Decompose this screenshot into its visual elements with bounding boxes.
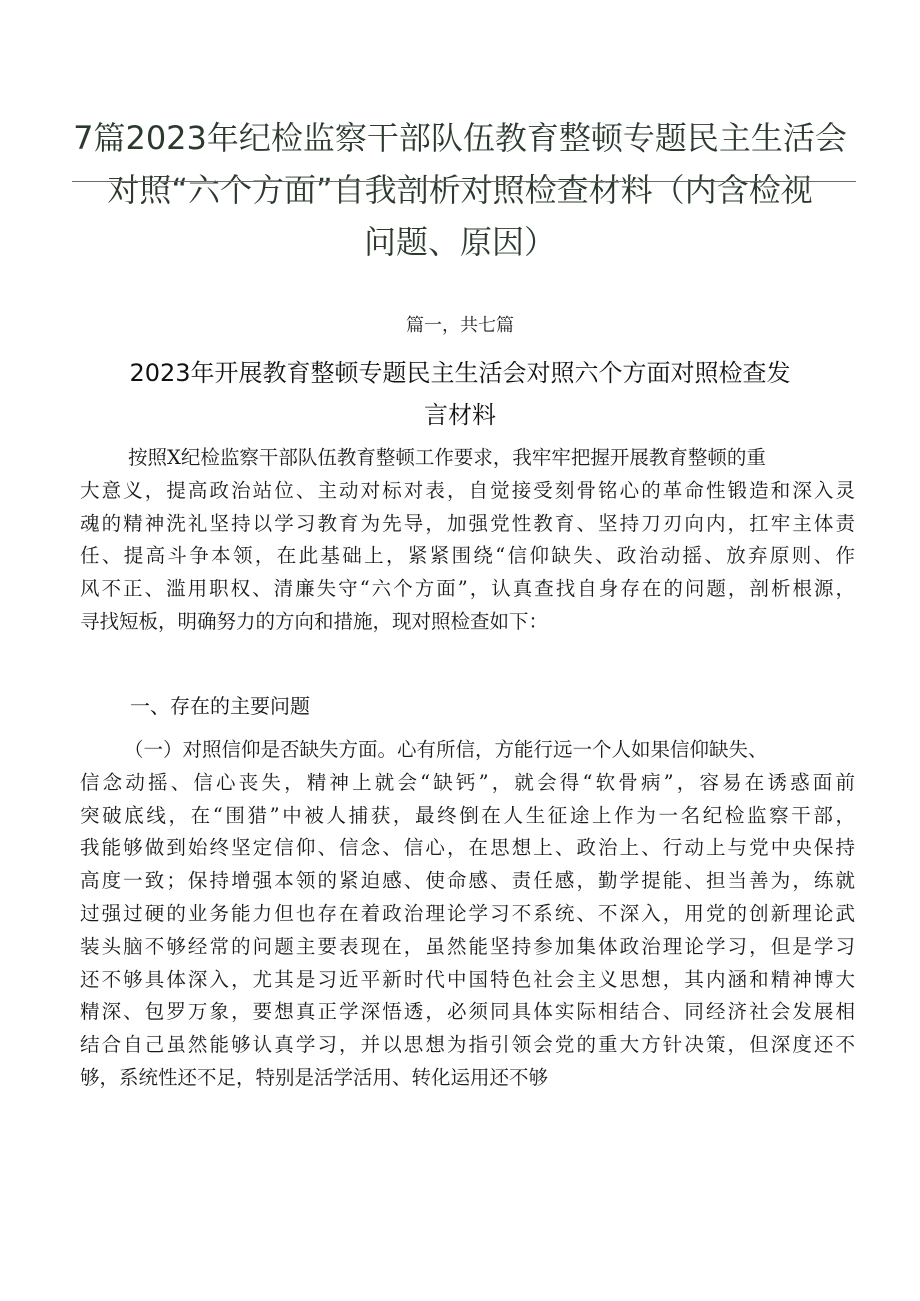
paragraph-line: 按照X纪检监察干部队伍教育整顿工作要求，我牢牢把握开展教育整顿的重: [128, 446, 766, 469]
document-title: [0, 112, 920, 268]
paragraph-line: （一）对照信仰是否缺失方面。心有所信，方能行远一个人如果信仰缺失、: [124, 738, 768, 761]
paragraph-line: 信念动摇、信心丧失，精神上就会“缺钙”，就会得“软骨病”，容易在诱惑面前: [80, 770, 855, 794]
paragraph-line: 够，系统性还不足，特别是活学活用、转化运用还不够: [80, 1065, 549, 1089]
paragraph-line: 精深、包罗万象，要想真正学深悟透，必须同具体实际相结合、同经济社会发展相: [80, 1000, 855, 1024]
paragraph-line: 过强过硬的业务能力但也存在着政治理论学习不系统、不深入，用党的创新理论武: [80, 901, 855, 925]
paragraph-line: 装头脑不够经常的问题主要表现在，虽然能坚持参加集体政治理论学习，但是学习: [80, 934, 855, 958]
paragraph-line: 我能够做到始终坚定信仰、信念、信心，在思想上、政治上、行动上与党中央保持: [80, 836, 855, 860]
subtitle-line: 2023年开展教育整顿专题民主生活会对照六个方面对照检查发: [129, 359, 791, 387]
title-divider: [72, 181, 856, 182]
paragraph-line: 寻找短板，明确努力的方向和措施，现对照检查如下：: [80, 609, 549, 633]
title-line: 7篇2023年纪检监察干部队伍教育整顿专题民主生活会: [73, 119, 847, 157]
paragraph-line: 大意义，提高政治站位、主动对标对表，自觉接受刻骨铭心的革命性锻造和深入灵: [80, 478, 855, 502]
paragraph-line: 风不正、滥用职权、清廉失守“六个方面”，认真查找自身存在的问题，剖析根源，: [80, 577, 855, 601]
paragraph-line: 高度一致；保持增强本领的紧迫感、使命感、责任感，勤学提能、担当善为，练就: [80, 869, 855, 893]
subtitle-line: 言材料: [424, 401, 496, 429]
article-subtitle: [120, 352, 800, 436]
section-heading: 一、存在的主要问题: [130, 694, 310, 718]
paragraph-line: 魂的精神洗礼坚持以学习教育为先导，加强党性教育、坚持刀刃向内，扛牢主体责: [80, 511, 855, 535]
title-line: 对照“六个方面”自我剖析对照检查材料（内含检视: [107, 171, 813, 209]
section-paragraph: [80, 734, 855, 1095]
paragraph-line: 突破底线，在“围猎”中被人捕获，最终倒在人生征途上作为一名纪检监察干部，: [80, 803, 855, 827]
intro-paragraph: [80, 442, 855, 639]
paragraph-line: 还不够具体深入，尤其是习近平新时代中国特色社会主义思想，其内涵和精神博大: [80, 967, 855, 991]
paragraph-line: 任、提高斗争本领，在此基础上，紧紧围绕“信仰缺失、政治动摇、放弃原则、作: [80, 544, 855, 568]
part-label: 篇一，共七篇: [406, 315, 514, 336]
paragraph-line: 结合自己虽然能够认真学习，并以思想为指引领会党的重大方针决策，但深度还不: [80, 1033, 855, 1057]
title-line: 问题、原因）: [363, 223, 556, 261]
